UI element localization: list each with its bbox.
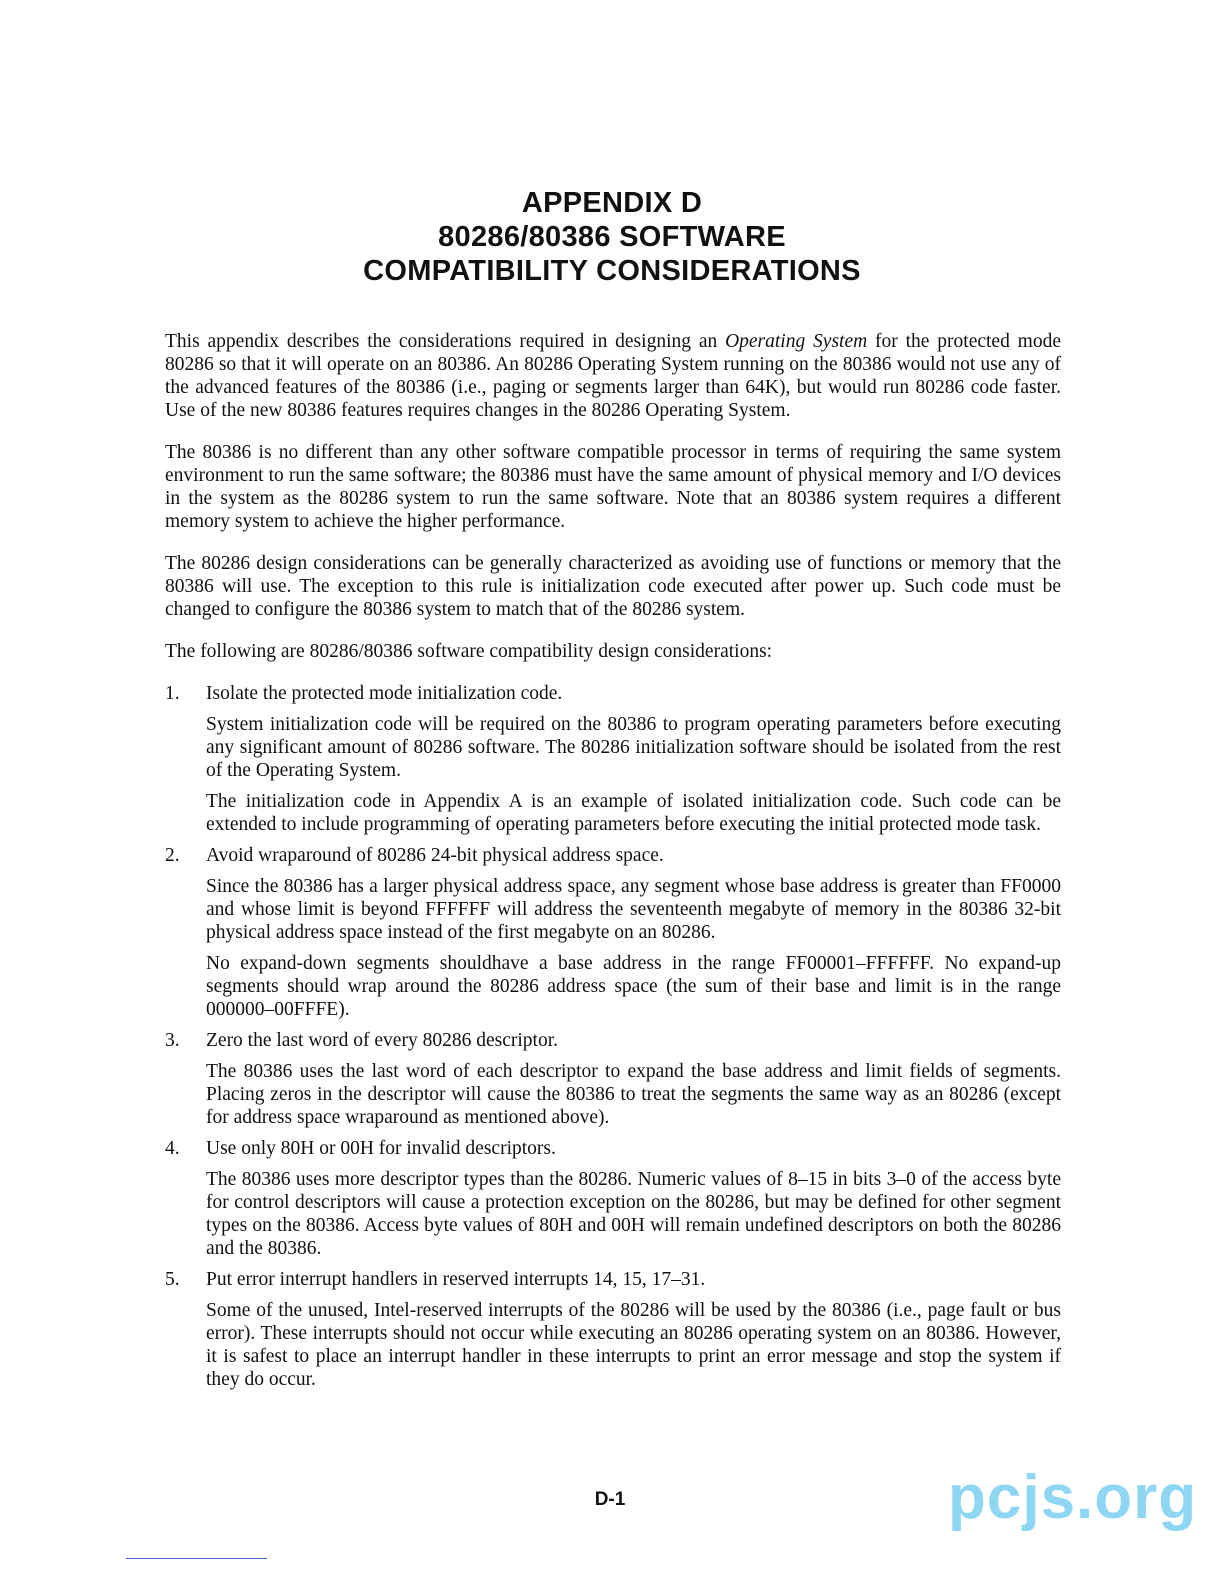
considerations-list	[165, 682, 1061, 1391]
item-paragraph: Some of the unused, Intel-reserved interrupts of the 80286 will be used by the 80386 (i.e., page fault or bus error). These interrupts should not occur while executing an 80286 operating system on an 80386. However, it is safest to place an interrupt handler in these interrupts to print an error message and stop the system if they do occur.	[206, 1300, 1061, 1390]
item-number: 4.	[165, 1138, 180, 1159]
list-item	[165, 1029, 1061, 1129]
item-heading: Avoid wraparound of 80286 24-bit physical address space.	[206, 845, 664, 866]
item-number: 1.	[165, 683, 180, 704]
item-heading: Use only 80H or 00H for invalid descriptors.	[206, 1138, 556, 1159]
item-heading: Zero the last word of every 80286 descriptor.	[206, 1030, 558, 1051]
watermark-logo[interactable]: pcjs.org	[948, 1463, 1198, 1532]
page-number: D-1	[594, 1489, 626, 1510]
title-line-1: APPENDIX D	[521, 187, 703, 219]
list-item	[165, 844, 1061, 1021]
item-number: 3.	[165, 1030, 180, 1051]
item-paragraph: No expand-down segments shouldhave a base address in the range FF00001–FFFFFF. No expand-up segments should wrap around the 80286 address space (the sum of their base and limit is in the range 000000–00FFFE).	[206, 953, 1061, 1020]
list-item	[165, 1268, 1061, 1391]
intro-text: This appendix describes the considerations required in designing an	[165, 331, 726, 352]
list-item	[165, 1137, 1061, 1260]
item-number: 5.	[165, 1269, 180, 1290]
title-line-3: COMPATIBILITY CONSIDERATIONS	[363, 255, 861, 287]
item-paragraph: Since the 80386 has a larger physical address space, any segment whose base address is greater than FF0000 and whose limit is beyond FFFFFF will address the seventeenth megabyte of memory in the 80386 32-bit physical address space instead of the first megabyte on an 80286.	[206, 876, 1061, 943]
emphasis-operating-system: Operating System	[725, 331, 868, 352]
intro-paragraph-4: The following are 80286/80386 software compatibility design considerations:	[165, 641, 773, 662]
intro-paragraph-2: The 80386 is no different than any other software compatible processor in terms of requiring the same system environment to run the same software; the 80386 must have the same amount of physical memory and I/O devices in the system as the 80286 system to run the same software. Note that an 80386 system requires a different memory system to achieve the higher performance.	[165, 442, 1061, 532]
item-heading: Isolate the protected mode initialization code.	[206, 683, 563, 704]
item-number: 2.	[165, 845, 180, 866]
item-paragraph: The 80386 uses more descriptor types than the 80286. Numeric values of 8–15 in bits 3–0 of the access byte for control descriptors will cause a protection exception on the 80286, but may be defined for other segment types on the 80386. Access byte values of 80H and 00H will remain undefined descriptors on both the 80286 and the 80386.	[206, 1169, 1061, 1259]
item-paragraph: System initialization code will be required on the 80386 to program operating parameters before executing any significant amount of 80286 software. The 80286 initialization software should be isolated from the rest of the Operating System.	[206, 714, 1061, 781]
page-title	[0, 186, 1224, 288]
title-line-2: 80286/80386 SOFTWARE	[438, 221, 786, 253]
intro-text-cont: for the protected mode 80286 so that it will operate on an 80386. An 80286 Operating System running on the 80386 would not use any of the advanced features of the 80386 (i.e., paging or segments larger than 64K), but would run 80286 code faster. Use of the new 80386 features requires changes in the 80286 Operating System.	[165, 331, 1061, 421]
document-body	[165, 330, 1061, 1399]
intro-paragraph-1	[165, 330, 1061, 422]
item-paragraph: The 80386 uses the last word of each descriptor to expand the base address and limit fields of segments. Placing zeros in the descriptor will cause the 80386 to treat the segments the same way as an 80286 (except for address space wraparound as mentioned above).	[206, 1061, 1061, 1128]
footer-rule	[126, 1558, 267, 1559]
intro-paragraph-3: The 80286 design considerations can be generally characterized as avoiding use of functions or memory that the 80386 will use. The exception to this rule is initialization code executed after power up. Such code must be changed to configure the 80386 system to match that of the 80286 system.	[165, 553, 1061, 620]
list-item	[165, 682, 1061, 836]
item-heading: Put error interrupt handlers in reserved interrupts 14, 15, 17–31.	[206, 1269, 706, 1290]
item-paragraph: The initialization code in Appendix A is an example of isolated initialization code. Such code can be extended to include programming of operating parameters before executing the initial protected mode task.	[206, 791, 1061, 835]
